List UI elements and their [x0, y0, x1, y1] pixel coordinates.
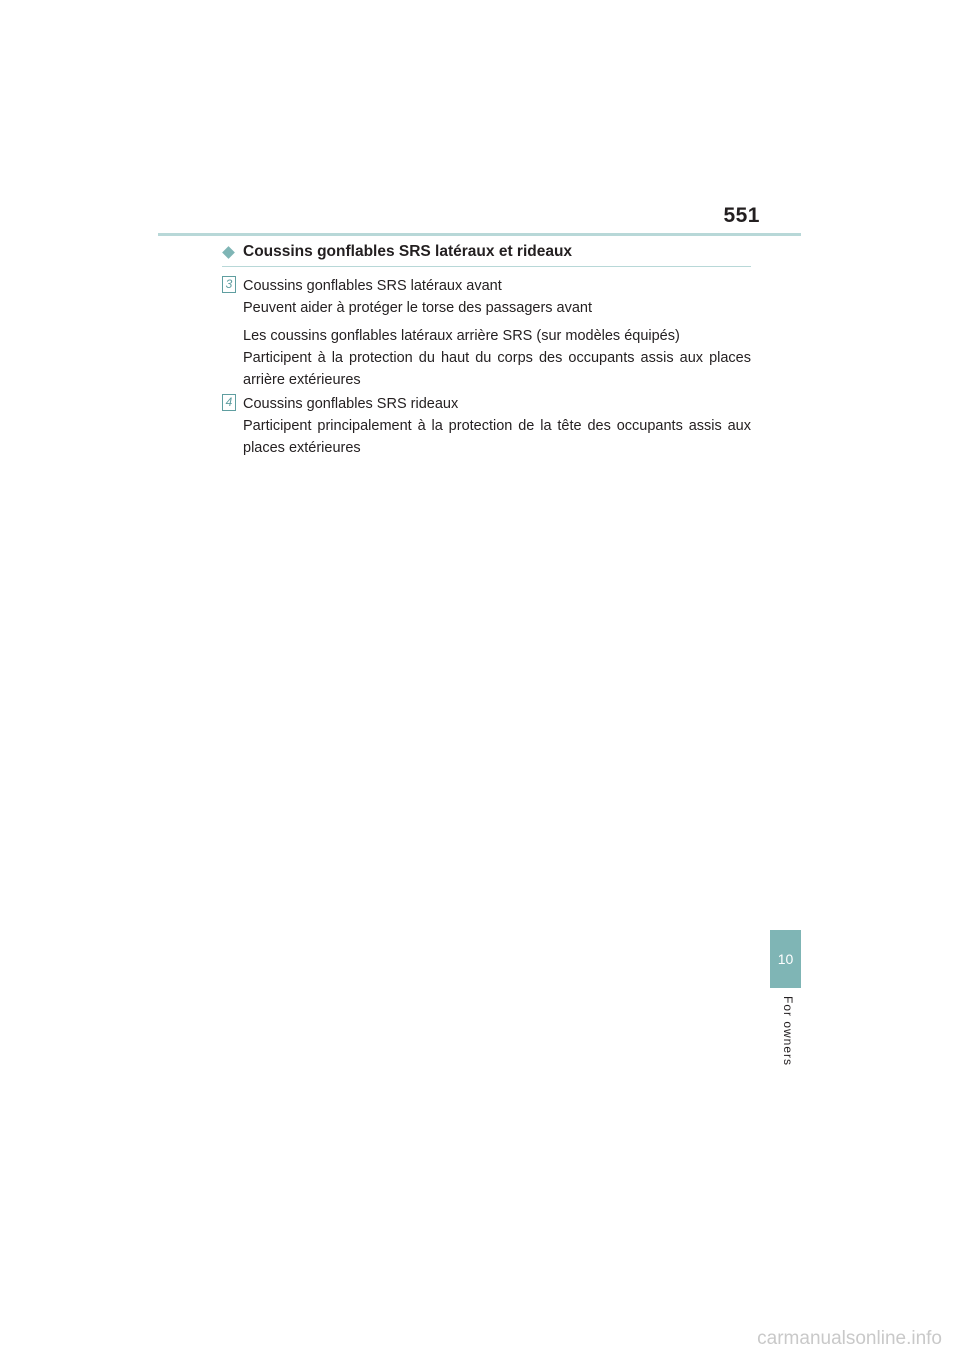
item-line: Coussins gonflables SRS latéraux avant [243, 278, 502, 294]
item-number-badge: 3 [222, 276, 236, 293]
chapter-number: 10 [777, 951, 794, 967]
section-heading [222, 243, 572, 261]
item-line: Coussins gonflables SRS rideaux [243, 396, 459, 412]
item-line: Participent à la protection du haut du corps des occupants assis aux places arrière extérieures [243, 350, 751, 388]
item-line: Participent principalement à la protection de la tête des occupants assis aux places extérieures [243, 418, 751, 456]
page-number: 551 [723, 204, 760, 227]
item-number-badge: 4 [222, 394, 236, 411]
list-item-3 [222, 275, 751, 391]
watermark: carmanualsonline.info [757, 1328, 942, 1349]
item-body [243, 275, 751, 391]
chapter-tab [770, 930, 801, 988]
list-item-4 [222, 393, 751, 459]
section-divider [222, 266, 751, 267]
item-line: Les coussins gonflables latéraux arrière SRS (sur modèles équipés) [243, 328, 680, 344]
header-divider [158, 233, 801, 236]
section-title: Coussins gonflables SRS latéraux et rideaux [243, 243, 573, 260]
item-line: Peuvent aider à protéger le torse des passagers avant [243, 300, 593, 316]
item-body [243, 393, 751, 459]
chapter-label: For owners [781, 996, 795, 1067]
diamond-bullet-icon [222, 246, 235, 259]
